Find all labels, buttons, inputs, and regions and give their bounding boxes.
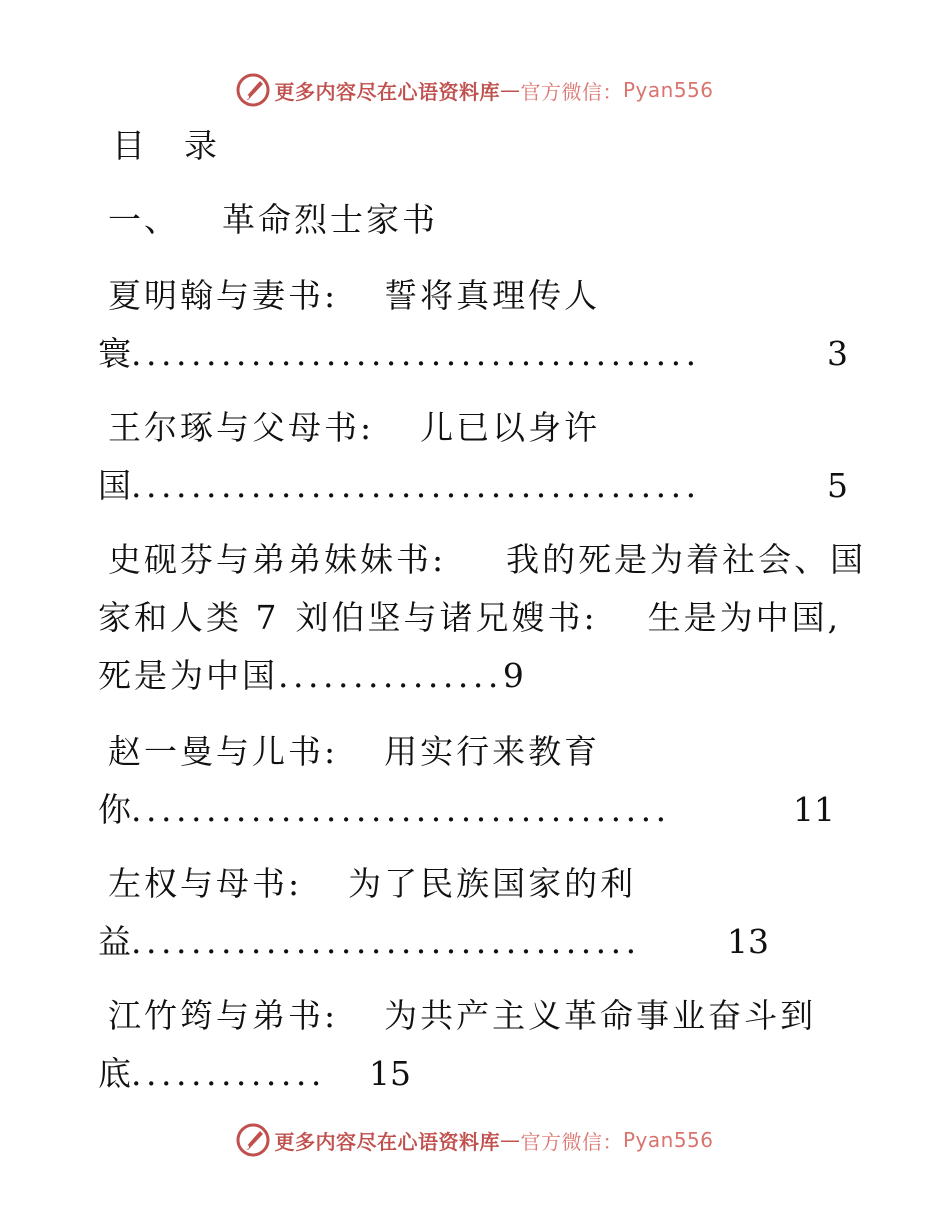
toc-entry-title (108, 408, 600, 448)
entry-tail: 你 (98, 790, 131, 829)
toc-entry-leader[interactable] (98, 466, 858, 506)
toc-entry-title (108, 864, 636, 904)
dot-leader: .................................. (131, 922, 641, 961)
entry-author: 江竹筠与弟书: (108, 996, 339, 1035)
footer-banner (0, 1120, 950, 1160)
entry-subtitle: 我的死是为着社会、国 (506, 540, 867, 579)
entry-subtitle: 为共产主义革命事业奋斗到 (384, 996, 817, 1035)
entry-author: 左权与母书: (108, 864, 303, 903)
page-number: 13 (727, 922, 769, 961)
quill-logo-icon (236, 73, 270, 107)
section-title: 革命烈士家书 (222, 200, 438, 239)
header-banner (0, 70, 950, 110)
toc-entry-continuation[interactable] (98, 598, 841, 638)
entry-author: 史砚芬与弟弟妹妹书: (108, 540, 447, 579)
entry-tail: 国 (98, 466, 131, 505)
section-number: 一、 (108, 200, 180, 239)
dot-leader: .................................... (131, 790, 671, 829)
dot-leader: ............... (278, 656, 503, 695)
toc-entry-leader[interactable] (98, 922, 858, 962)
entry-tail: 益 (98, 922, 131, 961)
section-heading (108, 200, 438, 240)
page-number: 3 (827, 334, 848, 373)
entry-subtitle: 为了民族国家的利 (348, 864, 637, 903)
banner-wechat-id: Pyan556 (622, 78, 714, 102)
banner-wechat-id: Pyan556 (622, 1128, 714, 1152)
entry-author: 王尔琢与父母书: (108, 408, 375, 447)
entry-tail: 底 (98, 1054, 131, 1093)
banner-title: 更多内容尽在心语资料库 (274, 1129, 500, 1154)
toc-entry-title (108, 996, 816, 1036)
toc-title: 目 录 (112, 126, 220, 165)
toc-entry-leader[interactable] (98, 1054, 858, 1094)
page-number: 11 (793, 790, 835, 829)
toc-entry-title (108, 732, 600, 772)
banner-wechat-label: 官方微信： (520, 79, 623, 104)
banner-wechat-label: 官方微信： (520, 1129, 623, 1154)
page-number: 5 (827, 466, 848, 505)
banner-dash: — (499, 78, 521, 102)
toc-entry-leader[interactable] (98, 790, 858, 830)
entry-tail: 寰 (98, 334, 131, 373)
toc-entry-leader[interactable] (98, 334, 858, 374)
banner-title: 更多内容尽在心语资料库 (274, 79, 500, 104)
page-number: 15 (369, 1054, 411, 1093)
entry-subtitle: 生是为中国, (647, 598, 842, 637)
dot-leader: ...................................... (131, 466, 701, 505)
entry-tail: 家和人类 7 (98, 598, 280, 637)
entry-subtitle: 誓将真理传人 (384, 276, 601, 315)
dot-leader: ............. (131, 1054, 326, 1093)
entry-tail: 死是为中国 (98, 656, 278, 695)
toc-entry-title (108, 540, 866, 580)
entry-subtitle: 儿已以身许 (420, 408, 601, 447)
toc-entry-leader[interactable] (98, 656, 858, 696)
entry-author: 夏明翰与妻书: (108, 276, 339, 315)
dot-leader: ...................................... (131, 334, 701, 373)
entry-subtitle: 用实行来教育 (384, 732, 601, 771)
entry-author: 刘伯坚与诸兄嫂书: (295, 598, 598, 637)
toc-entry-title (108, 276, 600, 316)
quill-logo-icon (236, 1123, 270, 1157)
banner-dash: — (499, 1128, 521, 1152)
entry-author: 赵一曼与儿书: (108, 732, 339, 771)
page-number: 9 (502, 656, 524, 695)
